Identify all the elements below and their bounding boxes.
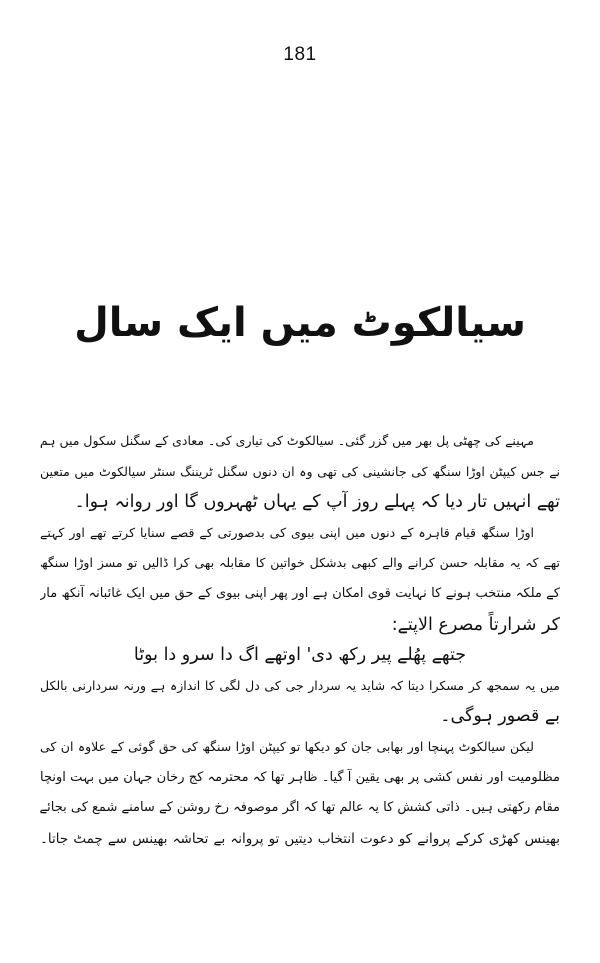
text-line: مقام رکھتی ہیں۔ ذاتی کشش کا یہ عالم تھا کہ اگر موصوفہ رخ روشن کے سامنے شمع کی بجائے [40,800,560,816]
text-line: تھے انہیں تار دیا کہ پہلے روز آپ کے یہاں ٹھہروں گا اور روانہ ہوا۔ [74,492,560,513]
text-line: بھینس کھڑی کرکے پروانے کو دعوت انتخاب دیتیں تو پروانہ بے تحاشہ بھینس سے چمٹ جاتا۔ [40,830,560,847]
text-line: لیکن سیالکوٹ پہنچا اور بھابی جان کو دیکھا تو کیپٹن اوڑا سنگھ کی حق گوئی کے علاوہ ان کی [40,738,534,754]
verse-line: جتھے پھُلے پیر رکھ دی' اوتھے اگ دا سرو دا بوٹا [133,645,467,666]
text-line: میں یہ سمجھ کر مسکرا دیتا کہ شاید یہ سردار جی کی دل لگی کا اندازہ ہے ورنہ سردارنی بالکل [40,677,560,693]
page-number: 181 [283,44,317,65]
text-line: کر شرارتاً مصرع الاپتے: [391,614,560,635]
text-line: بے قصور ہوگی۔ [440,706,560,727]
text-line: مہینے کی چھٹی پل بھر میں گزر گئی۔ سیالکوٹ کی تیاری کی۔ معادی کے سگنل سکول میں ہم [40,433,534,448]
text-line: مظلومیت اور نفس کشی پر بھی یقین آ گیا۔ ظاہر تھا کہ محترمہ کج رخان جہان میں بہت اونچا [40,769,560,785]
text-line: کے ملکہ منتخب ہونے کا نہایت قوی امکان ہے اور پھر اپنی بیوی کے حق میں ایک غائبانہ آنکھ مار [40,585,560,601]
text-line: نے جس کیپٹن اوڑا سنگھ کی جانشینی کی تھی وہ ان دنوں سگنل ٹریننگ سنٹر سیالکوٹ میں متعین [40,463,560,479]
body-text [40,426,560,854]
text-line: تھے کہ یہ مقابلہ حسن کرانے والے کبھی بدشکل خواتین کا مقابلہ بھی کرا ڈالیں تو مسز اوڑا سنگھ [40,555,560,571]
chapter-title: سیالکوٹ میں ایک سال [74,300,526,346]
text-line: اوڑا سنگھ قیام قاہرہ کے دنوں میں اپنی بیوی کی بدصورتی کے قصے سنایا کرتے تھے اور کہتے [40,524,534,540]
